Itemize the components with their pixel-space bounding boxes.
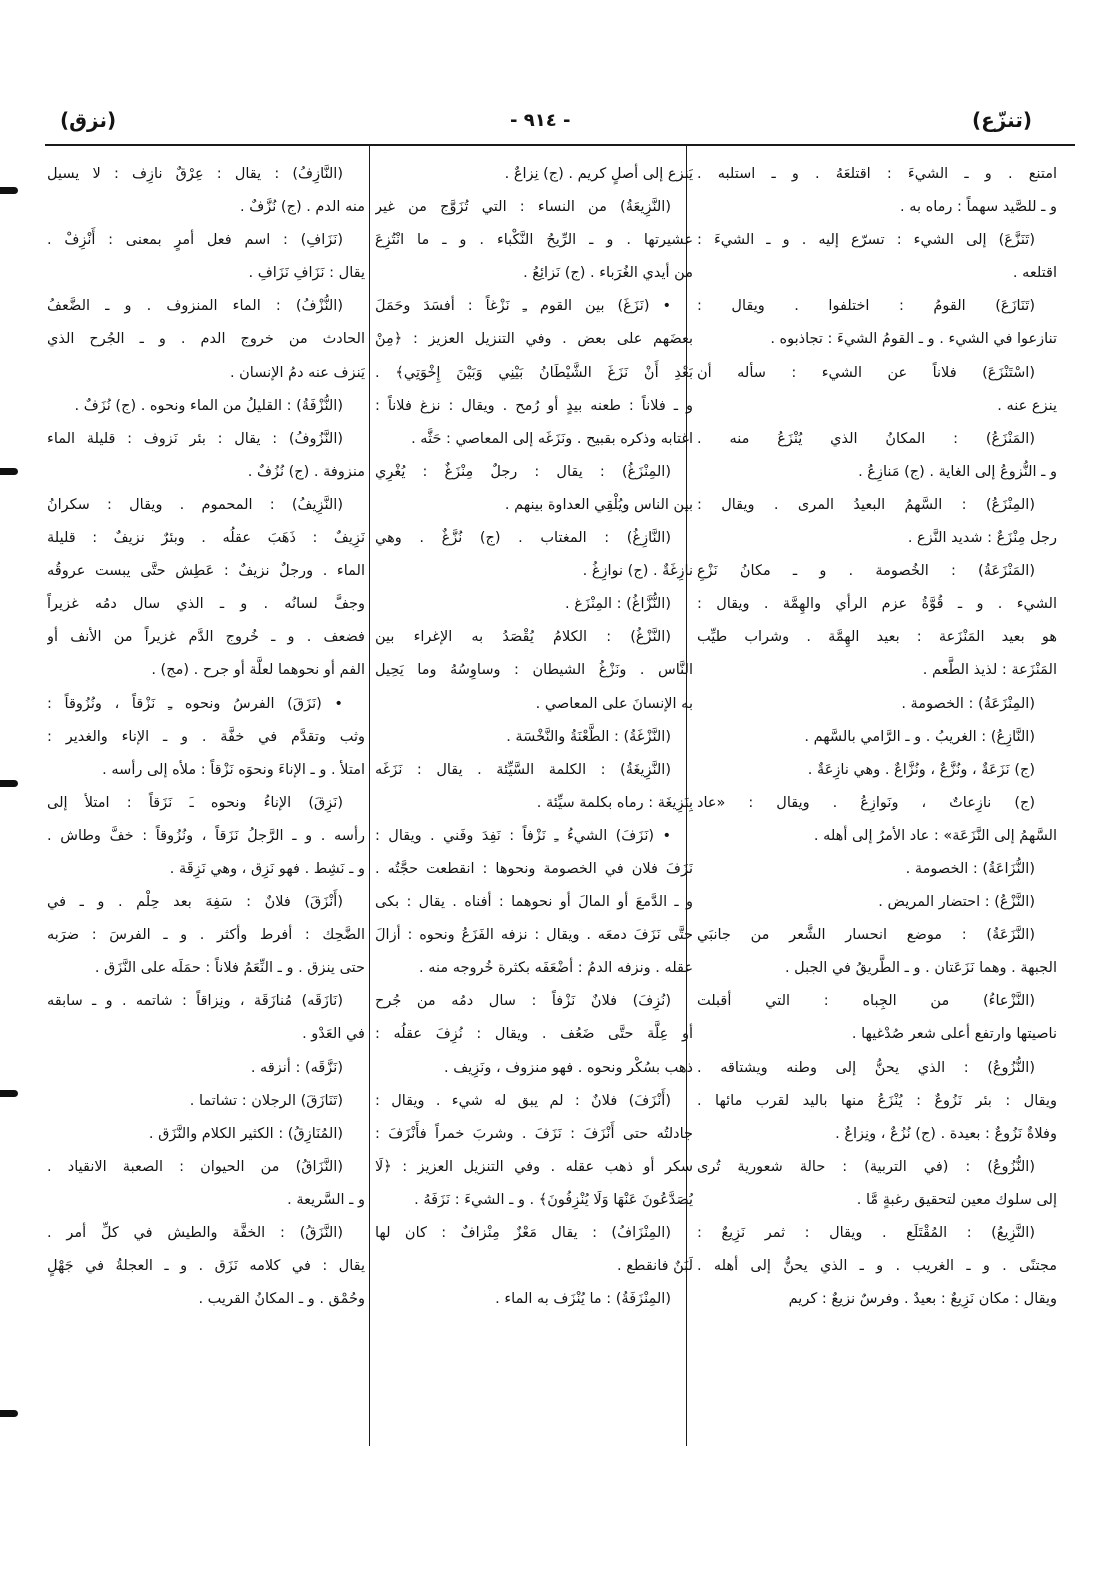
text-line: بَعْدِ أَنْ نَزَغَ الشَّيْطَانُ بَيْنِي وَبَيْنَ إِخْوَتِي﴾ . xyxy=(375,364,693,381)
text-line: (نَزَافِ) : اسم فعل أمرٍ بمعنى : أَنْزِفْ . xyxy=(47,232,343,249)
text-line: (النَّزِيعَةُ) من النساء : التي تُزَوَّج من غير xyxy=(375,199,671,216)
text-line: الحادث من خروج الدم . و ـ الجُرح الذي xyxy=(47,331,365,348)
text-line: (النُّزَاعَةُ) : الخصومة . xyxy=(905,860,1035,877)
text-line: (النَّزَقُ) : الخفَّة والطيش في كلِّ أمر . xyxy=(47,1225,343,1241)
text-line: رأسه . و ـ الرَّجلُ نَزَقاً ، ونُزُوقاً : خفَّ وطاش . xyxy=(47,827,365,844)
text-line: (ج) نازِعاتٌ ، ونَوازِعُ . ويقال : «عاد xyxy=(697,794,1035,811)
column-divider-left xyxy=(369,146,370,1446)
text-line: (النُّزْفَةُ) : القليلُ من الماء ونحوه . (ج) نُزَفٌ . xyxy=(74,397,343,414)
text-line: أو عِلَّة حتَّى ضَعُف . ويقال : نُزِفَ عقلُه : xyxy=(375,1026,693,1043)
text-line: (النَّزْعاءُ) من الجِباه : التي أقبلت xyxy=(697,993,1035,1010)
text-line: (اسْتَنْزَعَ) فلاناً عن الشيء : سأله أن xyxy=(697,364,1035,381)
margin-mark xyxy=(0,468,18,475)
text-line: عشيرتها . و ـ الرِّيحُ النَّكْباء . و ـ ما انْتُزِعَ xyxy=(375,232,693,249)
text-line: المَنْزَعة : لذيذ الطَّعم . xyxy=(922,662,1057,679)
text-line: (أَنْزَفَ) فلانٌ : لم يبق له شيء . ويقال : xyxy=(375,1092,671,1109)
text-line: الماء . ورجلٌ نزيفٌ : عَطِش حتَّى يبست عروقُه xyxy=(47,563,365,580)
margin-mark xyxy=(0,1090,18,1097)
text-line: منه الدم . (ج) نُزَّفٌ . xyxy=(240,199,365,216)
text-line: ذهب بسُكْر ونحوه . فهو منزوف ، ونَزِيف . xyxy=(444,1059,693,1076)
text-line: اقتلعه . xyxy=(1012,265,1057,282)
text-line: • (نَزَقَ) الفرسُ ونحوه ـِ نَزْقاً ، ونُزُوقاً : xyxy=(47,695,343,712)
text-line: (النَّزَعَةُ) : موضع انحسار الشَّعر من جانبَي xyxy=(697,927,1035,944)
text-line: من أيدي الغُرَباء . (ج) نَزائِعُ . xyxy=(523,265,693,282)
text-line: اغتابه وذكره بقبيح . ونَزَغَه إلى المعاصي : حَثَّه . xyxy=(411,430,693,447)
page-number: - ٩١٤ - xyxy=(510,110,571,131)
text-line: وفلاةٌ نَزُوعٌ : بعيدة . (ج) نُزُعٌ ، ونِزاعٌ . xyxy=(835,1125,1057,1142)
text-line: نازِغَةٌ . (ج) نوازِغُ . xyxy=(582,563,693,580)
text-line: فضعف . و ـ خُروج الدَّم غزيراً من الأنف أو xyxy=(47,629,365,646)
text-line: ويقال : مكان نَزِيعٌ : بعيدٌ . وفرسٌ نزيعٌ : كريم xyxy=(788,1291,1057,1308)
text-line: تنازعوا في الشيء . و ـ القومُ الشيءَ : تجاذبوه . xyxy=(770,331,1057,348)
text-line: (المَنْزَعَةُ) : الخُصومة . و ـ مكانُ نَزْعِ xyxy=(697,563,1035,580)
text-line: (نَازَقَه) مُنازَقَة ، ونِزاقاً : شاتمه . و ـ سابقه xyxy=(47,993,343,1010)
header-rule xyxy=(45,144,1075,146)
text-line: (النَّازِغُ) : المغتاب . (ج) نُزَّغٌ . وهي xyxy=(375,530,671,547)
text-line: و ـ نَشِط . فهو نَزِق ، وهي نَزِقَة . xyxy=(169,860,365,877)
text-line: • (نَزَغَ) بين القوم ـِ نَزْغاً : أفسَدَ وحَمَلَ xyxy=(375,298,671,315)
text-line: (ج) نَزَعَةٌ ، ونُزَّعٌ ، ونُزَّاعٌ . وهي نازِعَةٌ . xyxy=(807,761,1035,778)
text-line: (النَّزِيغَةُ) : الكلمة السَّيِّئة . يقال : نَزَغَه xyxy=(375,761,671,778)
text-line: ينزع عنه . xyxy=(997,397,1057,414)
text-line: بين الناس ويُلْقِي العداوة بينهم . xyxy=(504,496,693,513)
text-line: وجفَّ لسانُه . و ـ الذي سال دمُه غزيراً xyxy=(47,596,365,613)
text-line: (النُّزُوعُ) : (في التربية) : حالة شعورية تُرى xyxy=(697,1158,1035,1175)
margin-mark xyxy=(0,1410,18,1417)
text-line: عقله . ونزفه الدمُ : أضْعَفَه بكثرة خُروجه منه . xyxy=(418,960,693,977)
text-column-right xyxy=(697,158,1057,1448)
text-line: و ـ الدَّمعَ أو المالَ أو نحوهما : أفناه . يقال : بكى xyxy=(375,894,693,911)
text-line: (النُّزُوعُ) : الذي يحنُّ إلى وطنه ويشتاقه . xyxy=(697,1059,1035,1076)
text-line: (النُّزْفُ) : الماء المنزوف . و ـ الضَّعفُ xyxy=(47,298,343,315)
header-root-entry: (تنزّع) xyxy=(971,108,1032,132)
text-line: (النَّزِيفُ) : المحموم . ويقال : سكرانُ xyxy=(47,496,343,513)
text-line: سكر أو ذهب عقله . وفي التنزيل العزيز : ﴿لَا xyxy=(375,1158,693,1175)
text-line: نَزِيفٌ : ذَهَبَ عقلُه . وبئرٌ نزيفٌ : قليلة xyxy=(47,530,365,547)
text-line: مجتنًى . و ـ الغريب . و ـ الذي يحنُّ إلى أهله . xyxy=(697,1258,1057,1275)
text-line: حتى ينزق . و ـ النِّعَمُ فلاناً : حمَلَه على النَّزَق . xyxy=(94,960,365,977)
text-line: الجبهة . وهما نَزَعَتان . و ـ الطَّريقُ في الجبل . xyxy=(784,960,1057,977)
text-line: و ـ فلاناً : طعنه بيدٍ أو رُمح . ويقال : نزغ فلاناً : xyxy=(375,397,693,414)
text-line: امتنع . و ـ الشيءَ : اقتلعَهُ . و ـ استلبه . xyxy=(697,166,1057,182)
text-line: جادلتُه حتى أَنْزَفَ : نَزَفَ . وشربَ خمراً فأَنْزَفَ : xyxy=(375,1125,693,1142)
text-line: (النُّزَّاغُ) : المِنْزَغ . xyxy=(565,596,671,613)
text-line: لَبَنٌ فانقطع . xyxy=(617,1258,693,1275)
text-line: النَّاس . ونَزْغُ الشيطان : وساوِسُهُ وما يَحِيل xyxy=(375,662,693,679)
text-line: بعضَهم على بعض . وفي التنزيل العزيز : ﴿مِنْ xyxy=(375,331,693,348)
text-line: (المِنْزَعُ) : السَّهمُ البعيدُ المرى . ويقال : xyxy=(697,496,1035,513)
text-line: به الإنسانَ على المعاصي . xyxy=(535,695,693,712)
text-line: (تَنَزَّعَ) إلى الشيء : تسرّع إليه . و ـ الشيءَ : xyxy=(697,232,1035,249)
text-line: (النَّازِفُ) : يقال : عِرْقٌ نازِف : لا يسيل xyxy=(47,166,343,182)
text-line: وثب وتقدَّم في خفَّة . و ـ الإناء والغدير : xyxy=(47,728,365,745)
text-line: (نُزِفَ) فلانٌ نَزْفاً : سال دمُه من جُرح xyxy=(375,993,671,1010)
text-line: و ـ النُّزوعُ إلى الغاية . (ج) مَنازِعُ . xyxy=(858,463,1057,480)
text-line: (النَّازِعُ) : الغريبُ . و ـ الرَّامي بالسَّهم . xyxy=(804,728,1035,745)
text-line: السَّهمُ إلى النَّزَعَة» : عاد الأمرُ إلى أهله . xyxy=(813,827,1057,844)
text-line: الضَّحِك : أفرط وأكثر . و ـ الفرسَ : ضرَبه xyxy=(47,927,365,944)
text-line: (النَّزْغَةُ) : الطَّعْنَةُ والنَّخْسَة . xyxy=(506,728,671,745)
text-line: (المِنْزَعَةُ) : الخصومة . xyxy=(901,695,1035,712)
text-line: إلى سلوك معين لتحقيق رغبةٍ مَّا . xyxy=(856,1191,1057,1208)
text-line: ويقال : بئر نَزُوعٌ : يُنْزَعُ منها باليد لقرب مائها . xyxy=(697,1092,1057,1109)
text-line: منزوفة . (ج) نُزُفٌ . xyxy=(247,463,365,480)
text-line: و ـ السَّريعة . xyxy=(287,1191,365,1208)
text-line: نَزَفَ فلان في الخصومة ونحوها : انقطعت حجَّتُه . xyxy=(375,860,693,877)
text-line: في العَدْو . xyxy=(302,1026,365,1043)
text-line: الفم أو نحوهما لعلَّة أو جرح . (مج) . xyxy=(151,662,365,679)
text-line: • (نَزَفَ) الشيءُ ـِ نَزْفاً : نَفِدَ وفَني . ويقال : xyxy=(375,827,671,844)
text-line: هو بعيد المَنْزَعة : بعيد الهِمَّة . وشراب طيِّب xyxy=(697,629,1057,646)
text-line: (المُنَازِقُ) : الكثير الكلام والنَّزَق . xyxy=(148,1125,343,1142)
text-line: يقال : في كلامه نَزَق . و ـ العجلةُ في جَهْلٍ xyxy=(47,1258,365,1275)
text-line: يقال : نَزَافِ نَزَافِ . xyxy=(248,265,365,282)
text-line: (المَنْزَعُ) : المكانُ الذي يُنْزَعُ منه . xyxy=(697,430,1035,447)
margin-mark xyxy=(0,780,18,787)
text-line: يَنزع إلى أصلٍ كريم . (ج) نِزاعٌ . xyxy=(504,166,693,182)
text-line: (نَزَّقَه) : أنزقه . xyxy=(250,1059,343,1076)
text-line: (النَّزَاقُ) من الحيوان : الصعبة الانقياد . xyxy=(47,1158,343,1175)
text-line: رجل مِنْزَعٌ : شديد النَّزع . xyxy=(907,530,1057,547)
text-line: حتَّى نَزَفَ دمعَه . ويقال : نزفه الفَزَعُ ونحوه : أزالَ xyxy=(375,927,693,944)
page-header xyxy=(60,100,1060,140)
text-line: ناصيتها وارتفع أعلى شعر صُدْغيها . xyxy=(851,1026,1057,1043)
margin-mark xyxy=(0,187,18,194)
text-line: (المِنْزَغُ) : يقال : رجلٌ مِنْزَغٌ : يُغْرِي xyxy=(375,463,671,480)
text-line: (المِنْزَافُ) : يقال مَعْزٌ مِنْزافٌ : كان لها xyxy=(375,1225,671,1241)
text-line: يُصَدَّعُونَ عَنْهَا وَلَا يُنْزِفُونَ﴾ . و ـ الشيءَ : نَزَفَهُ . xyxy=(414,1191,693,1208)
text-line: امتلأ . و ـ الإناءَ ونحوَه نَزْقاً : ملأه إلى رأسه . xyxy=(102,761,365,778)
text-line: وحُمْق . و ـ المكانُ القريب . xyxy=(198,1291,365,1308)
text-column-middle xyxy=(375,158,693,1448)
text-column-left xyxy=(47,158,365,1448)
text-line: يَنزف عنه دمُ الإنسان . xyxy=(229,364,365,381)
text-line: (أَنْزَقَ) فلانٌ : سَفِهَ بعد حِلْم . و ـ في xyxy=(47,894,343,911)
text-line: (تَنَازَقَ) الرجلان : تشاتما . xyxy=(189,1092,343,1109)
text-line: (المِنْزَفَةُ) : ما يُنْزَف به الماء . xyxy=(495,1291,671,1308)
text-line: (النَّزْغُ) : الكلامُ يُقْصَدُ به الإغراء بين xyxy=(375,629,671,646)
text-line: و ـ للصَّيد سهماً : رماه به . xyxy=(899,199,1057,216)
text-line: (تَنَازَعَ) القومُ : اختلفوا . ويقال : xyxy=(697,298,1035,315)
text-line: (النَّزْعُ) : احتضار المريض . xyxy=(878,894,1035,911)
header-last-entry: (نزق) xyxy=(60,108,117,132)
text-line: الشيء . و ـ قُوَّةُ عزم الرأي والهِمَّة . ويقال : xyxy=(697,596,1057,613)
text-line: بِنَزِيغَة : رماه بكلمة سيِّئة . xyxy=(536,794,693,811)
text-line: (النَّزُوفُ) : يقال : بئر نَزوف : قليلة الماء xyxy=(47,430,343,447)
text-line: (النَّزِيعُ) : المُقْتَلَع . ويقال : ثمر نَزِيعٌ : xyxy=(697,1225,1035,1241)
text-line: (نَزِقَ) الإناءُ ونحوه ـَ نَزَقاً : امتلأ إلى xyxy=(47,794,343,811)
